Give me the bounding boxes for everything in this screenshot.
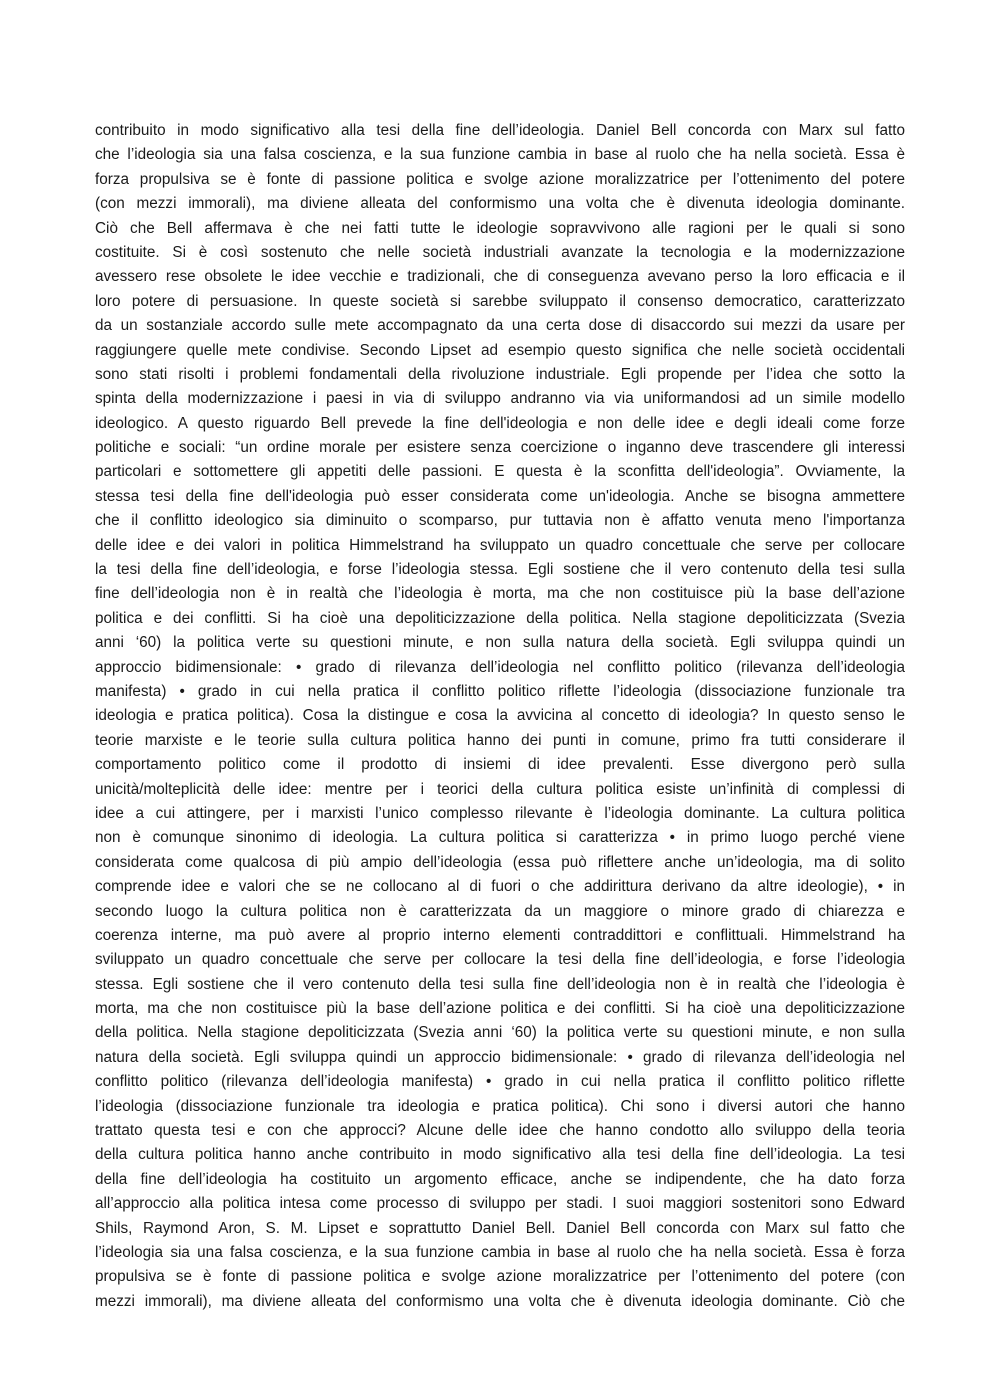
text-line: politiche e sociali: “un ordine morale per esistere senza coercizione o inganno deve trascendere gli interessi: [95, 439, 905, 457]
text-line: morta, ma che non costituisce più la base dell’azione politica e dei conflitti. Si ha cioè una depoliticizzazione: [95, 1000, 905, 1018]
text-line: da un sostanziale accordo sulle mete accompagnato da una certa dose di disaccordo sui mezzi da usare per: [95, 317, 905, 335]
text-line: Ciò che Bell affermava è che nei fatti tutte le ideologie sopravvivono alle ragioni per le quali si sono: [95, 219, 905, 237]
text-line: trattato questa tesi e con che approcci? Alcune delle idee che hanno condotto allo sviluppo della teoria: [95, 1122, 905, 1140]
text-line: mezzi immorali), ma diviene alleata del conformismo una volta che è divenuta ideologia dominante. Ciò che: [95, 1292, 905, 1310]
text-line: idee a cui attingere, per i marxisti l’unico complesso rilevante è l’ideologia dominante. La cultura politica: [95, 804, 905, 822]
text-line: Shils, Raymond Aron, S. M. Lipset e soprattutto Daniel Bell. Daniel Bell concorda con Marx sul fatto che: [95, 1219, 905, 1237]
text-line: costituite. Si è così sostenuto che nelle società industriali avanzate la tecnologia e la modernizzazione: [95, 243, 905, 261]
text-line: stessa tesi della fine dell'ideologia può esser considerata come un'ideologia. Anche se bisogna ammettere: [95, 487, 905, 505]
text-line: secondo luogo la cultura politica non è caratterizzata da un maggiore o minore grado di chiarezza e: [95, 902, 905, 920]
text-line: della fine dell’ideologia ha costituito un argomento efficace, anche se indipendente, che ha dato forza: [95, 1170, 905, 1188]
text-line: delle idee e dei valori in politica Himmelstrand ha sviluppato un quadro concettuale che serve per collocare: [95, 536, 905, 554]
text-line: anni ‘60) la politica verte su questioni minute, e non sulla natura della società. Egli sviluppa quindi un: [95, 634, 905, 652]
text-line: della cultura politica hanno anche contribuito in modo significativo alla tesi della fine dell’ideologia. La tesi: [95, 1146, 905, 1164]
text-line: natura della società. Egli sviluppa quindi un approccio bidimensionale: • grado di rilevanza dell’ideologia nel: [95, 1048, 905, 1066]
text-line: stessa. Egli sostiene che il vero contenuto della tesi sulla fine dell’ideologia non è in realtà che l’ideologia è: [95, 975, 905, 993]
text-line: comprende idee e valori che se ne collocano al di fuori o che addirittura derivano da altre ideologie), • in: [95, 878, 905, 896]
text-line: contribuito in modo significativo alla tesi della fine dell’ideologia. Daniel Bell concorda con Marx sul fatto: [95, 122, 905, 139]
text-line: che il conflitto ideologico sia diminuito o scomparso, pur tuttavia non è affatto venuta meno l'importanza: [95, 512, 905, 530]
text-line: teorie marxiste e le teorie sulla cultura politica hanno dei punti in comune, primo fra tutti considerare il: [95, 731, 905, 749]
text-line: ideologico. A questo riguardo Bell prevede la fine dell'ideologia e non delle idee e degli ideali come forze: [95, 414, 905, 432]
text-line: fine dell’ideologia non è in realtà che l’ideologia è morta, ma che non costituisce più la base dell’azione: [95, 585, 905, 603]
text-line: unicità/molteplicità delle idee: mentre per i teorici della cultura politica esiste un’infinità di complessi di: [95, 780, 905, 798]
text-line: (con mezzi immorali), ma diviene alleata del conformismo una volta che è divenuta ideologia dominante.: [95, 195, 905, 213]
text-line: all’approccio alla politica intesa come processo di sviluppo per stadi. I suoi maggiori sostenitori sono Edward: [95, 1195, 905, 1213]
text-line: avessero rese obsolete le idee vecchie e tradizionali, che di conseguenza avevano perso la loro efficacia e il: [95, 268, 905, 286]
text-line: che l’ideologia sia una falsa coscienza, e la sua funzione cambia in base al ruolo che ha nella società. Essa è: [95, 146, 905, 164]
text-line: conflitto politico (rilevanza dell’ideologia manifesta) • grado in cui nella pratica il conflitto politico riflette: [95, 1073, 905, 1091]
text-line: sviluppato un quadro concettuale che serve per collocare la tesi della fine dell’ideologia, e forse l’ideologia: [95, 951, 905, 969]
text-line: comportamento politico come il prodotto di insiemi di idee prevalenti. Esse divergono però sulla: [95, 756, 905, 774]
text-line: manifesta) • grado in cui nella pratica il conflitto politico riflette l’ideologia (dissociazione funzionale tra: [95, 682, 905, 700]
text-line: propulsiva se è fonte di passione politica e svolge azione moralizzatrice per l’ottenimento del potere (con: [95, 1268, 905, 1286]
text-line: raggiungere quelle mete condivise. Secondo Lipset ad esempio questo significa che nelle società occidentali: [95, 341, 905, 359]
text-line: loro potere di persuasione. In queste società si sarebbe sviluppato il consenso democratico, caratterizzato: [95, 292, 905, 310]
text-line: politica e dei conflitti. Si ha cioè una depoliticizzazione della politica. Nella stagione depoliticizzata (Svezia: [95, 609, 905, 627]
text-line: sono stati risolti i problemi fondamentali della rivoluzione industriale. Egli propende per l’idea che sotto la: [95, 365, 905, 383]
text-line: considerata come qualcosa di più ampio dell’ideologia (essa può riflettere anche un’ideologia, ma di solito: [95, 853, 905, 871]
text-line: l’ideologia sia una falsa coscienza, e la sua funzione cambia in base al ruolo che ha nella società. Essa è forza: [95, 1243, 905, 1261]
text-line: coerenza interne, ma può avere al proprio interno elementi contraddittori e conflittuali. Himmelstrand ha: [95, 926, 905, 944]
text-line: l’ideologia (dissociazione funzionale tra ideologia e pratica politica). Chi sono i diversi autori che hanno: [95, 1097, 905, 1115]
text-line: forza propulsiva se è fonte di passione politica e svolge azione moralizzatrice per l’ottenimento del potere: [95, 170, 905, 188]
text-line: la tesi della fine dell’ideologia, e forse l’ideologia stessa. Egli sostiene che il vero contenuto della tesi sulla: [95, 561, 905, 579]
text-line: spinta della modernizzazione i paesi in via di sviluppo andranno via via uniformandosi ad un simile modello: [95, 390, 905, 408]
text-line: non è comunque sinonimo di ideologia. La cultura politica si caratterizza • in primo luogo perché viene: [95, 829, 905, 847]
text-line: della politica. Nella stagione depoliticizzata (Svezia anni ‘60) la politica verte su questioni minute, e non sulla: [95, 1024, 905, 1042]
text-line: approccio bidimensionale: • grado di rilevanza dell’ideologia nel conflitto politico (rilevanza dell’ideologia: [95, 658, 905, 676]
body-text: [95, 119, 905, 1314]
text-line: particolari e sottomettere gli appetiti delle passioni. E questa è la sconfitta dell'ideologia”. Ovviamente, la: [95, 463, 905, 481]
text-line: ideologia e pratica politica). Cosa la distingue e cosa la avvicina al concetto di ideologia? In questo senso le: [95, 707, 905, 725]
